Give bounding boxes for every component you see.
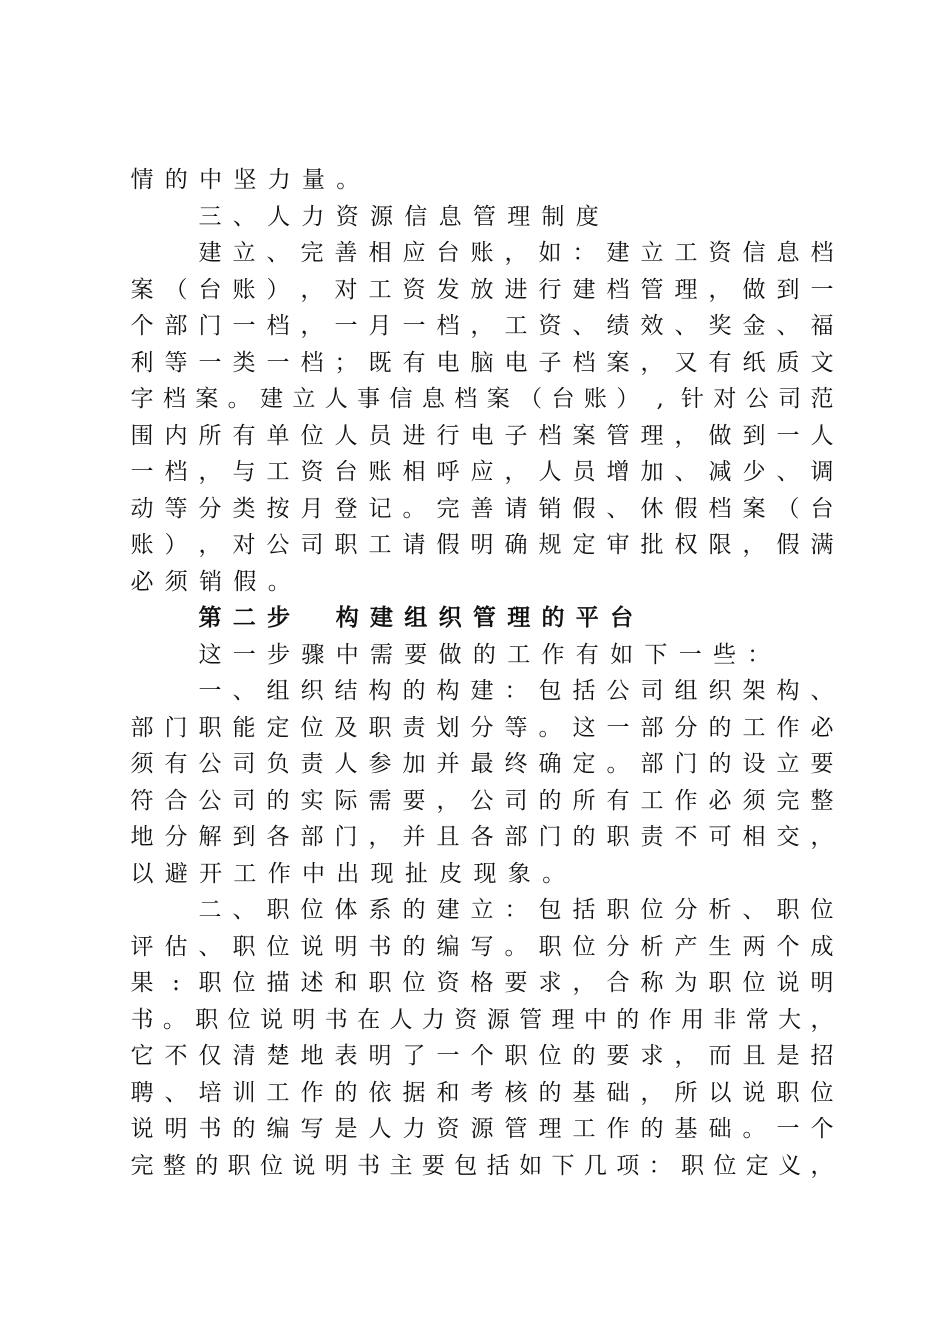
text-line: 地 分 解 到 各 部 门 ， 并 且 各 部 门 的 职 责 不 可 相 交 ， (130, 824, 834, 850)
text-line: 评 估 、 职 位 说 明 书 的 编 写 。 职 位 分 析 产 生 两 个 成 (130, 933, 834, 960)
text-line: 聘 、 培 训 工 作 的 依 据 和 考 核 的 基 础 ， 所 以 说 职 位 (130, 1079, 834, 1106)
text-line: 三 、 人 力 资 源 信 息 管 理 制 度 (198, 203, 599, 230)
text-line: 账 ） ， 对 公 司 职 工 请 假 明 确 规 定 审 批 权 限 ， 假 满 (130, 532, 834, 558)
text-line: 符 合 公 司 的 实 际 需 要 ， 公 司 的 所 有 工 作 必 须 完 整 (130, 787, 834, 814)
text-line: 利 等 一 类 一 档 ； 既 有 电 脑 电 子 档 案 ， 又 有 纸 质 文 (130, 349, 834, 376)
text-line: 部 门 职 能 定 位 及 职 责 划 分 等 。 这 一 部 分 的 工 作 必 (130, 714, 834, 741)
text-line: 第 二 步 构 建 组 织 管 理 的 平 台 (198, 604, 634, 631)
text-line: 必 须 销 假 。 (130, 568, 291, 595)
text-line: 须 有 公 司 负 责 人 参 加 并 最 终 确 定 。 部 门 的 设 立 要 (130, 751, 834, 777)
text-line: 完 整 的 职 位 说 明 书 主 要 包 括 如 下 几 项 ： 职 位 定 义 ， (130, 1152, 834, 1179)
text-line: 情 的 中 坚 力 量 。 (130, 167, 360, 193)
text-line: 二 、 职 位 体 系 的 建 立 ： 包 括 职 位 分 析 、 职 位 (198, 897, 834, 923)
text-line: 字 档 案 。 建 立 人 事 信 息 档 案 （ 台 账 ） , 针 对 公 司 范 (130, 386, 834, 412)
text-line: 一 档 ， 与 工 资 台 账 相 呼 应 ， 人 员 增 加 、 减 少 、 调 (130, 459, 834, 485)
text-line: 个 部 门 一 档 ， 一 月 一 档 ， 工 资 、 绩 效 、 奖 金 、 福 (130, 313, 834, 339)
text-line: 书 。 职 位 说 明 书 在 人 力 资 源 管 理 中 的 作 用 非 常 大 ， (130, 1006, 834, 1033)
text-line: 案 （ 台 账 ） ， 对 工 资 发 放 进 行 建 档 管 理 ， 做 到 一 (130, 276, 834, 303)
text-line: 一 、 组 织 结 构 的 构 建 ： 包 括 公 司 组 织 架 构 、 (198, 678, 834, 704)
text-line: 建 立 、 完 善 相 应 台 账 ， 如 ： 建 立 工 资 信 息 档 (198, 240, 834, 266)
text-line: 围 内 所 有 单 位 人 员 进 行 电 子 档 案 管 理 ， 做 到 一 人 (130, 422, 834, 449)
text-line: 它 不 仅 清 楚 地 表 明 了 一 个 职 位 的 要 求 ， 而 且 是 招 (130, 1043, 834, 1069)
text-line: 动 等 分 类 按 月 登 记 。 完 善 请 销 假 、 休 假 档 案 （ 台 (130, 495, 834, 522)
text-line: 这 一 步 骤 中 需 要 做 的 工 作 有 如 下 一 些 ： (198, 641, 771, 668)
text-line: 说 明 书 的 编 写 是 人 力 资 源 管 理 工 作 的 基 础 。 一 个 (130, 1116, 834, 1142)
text-line: 果 : 职 位 描 述 和 职 位 资 格 要 求 ， 合 称 为 职 位 说 明 (130, 970, 834, 996)
text-line: 以 避 开 工 作 中 出 现 扯 皮 现 象 。 (130, 860, 566, 887)
